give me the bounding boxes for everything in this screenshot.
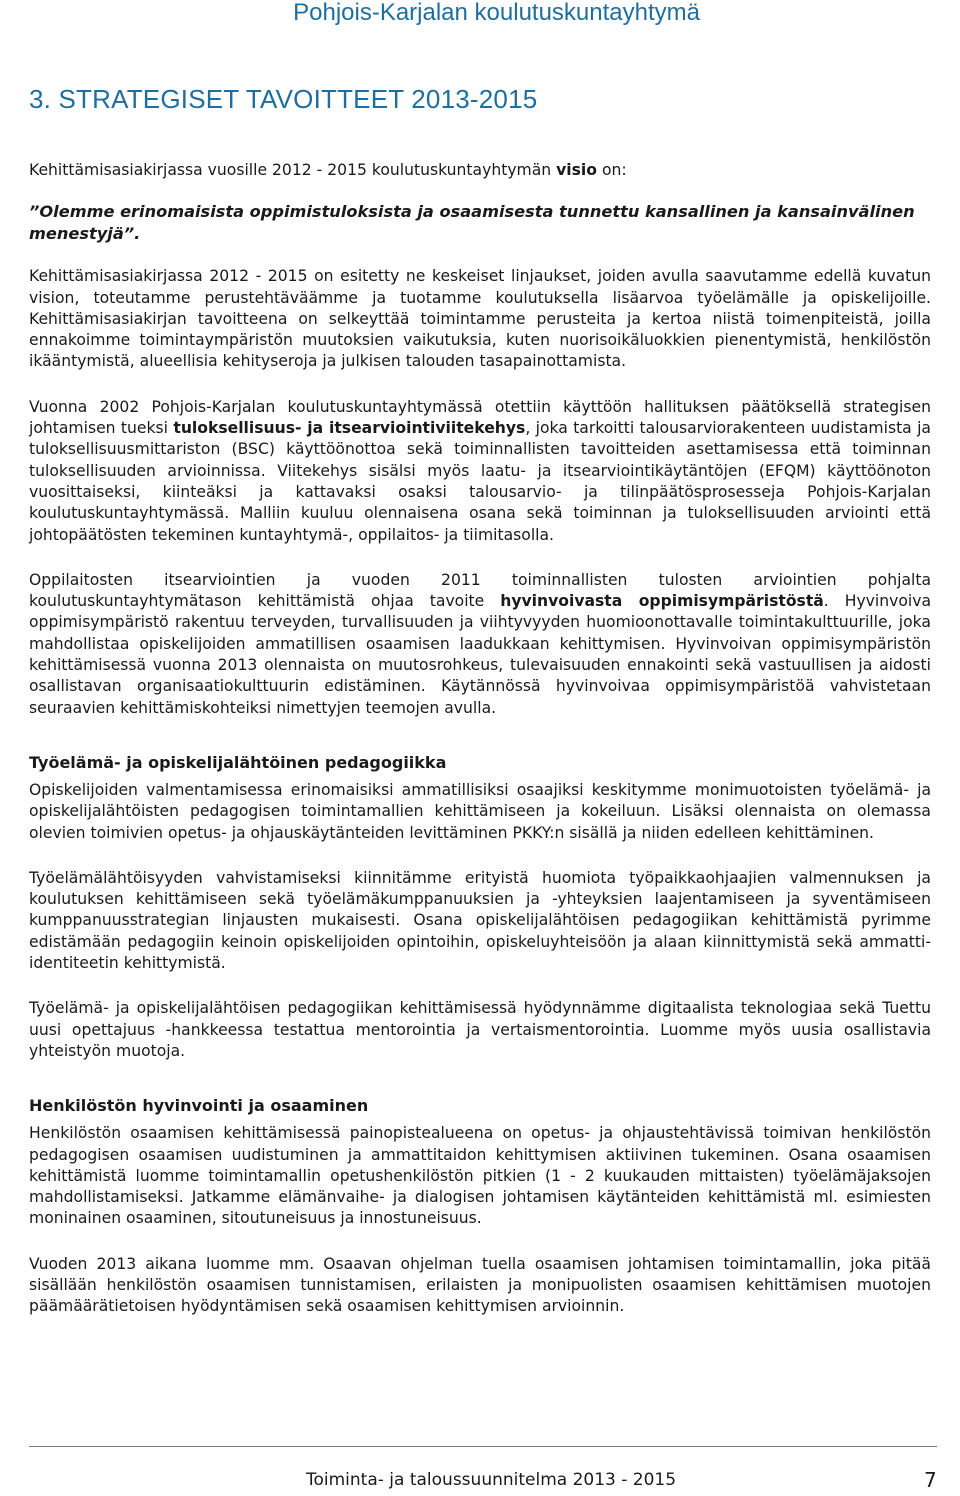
staff-paragraph-1: Henkilöstön osaamisen kehittämisessä painopistealueena on opetus- ja ohjaustehtävissä toimivan henkilöstön pedagogisen osaamisen uudistuminen ja ammattitaidon kehittymisen aktiivinen tukeminen. Osana osaamisen kehittämistä luomme toimintamallin opetushenkilöstön pitkien (1 - 2 kuukauden mittaisten) työelämäjaksojen mahdollistamiseksi. Jatkamme elämänvaihe- ja dialogisen johtamisen käytänteiden kehittämistä ml. esimiesten moninainen osaaminen, sitoutuneisuus ja innostuneisuus.: [29, 1124, 931, 1228]
pedagogy-heading: Työelämä- ja opiskelijalähtöinen pedagogiikka: [29, 752, 447, 772]
history-text-b: , joka tarkoitti talousarviorakenteen uudistamista ja tuloksellisuusmittariston (BSC) käyttöönottoa sekä toiminnallisten tavoitteiden asettamisessa että toiminnan tuloksellisuuden arvioinnissa. Viitekehys sisälsi myös laatu- ja itsearviointikäytäntöjen (EFQM) käyttöönoton vuosittaiseksi, kiinteäksi ja kattavaksi osaksi talousarvio- ja tilinpäätösprosesseja Pohjois-Karjalan koulutuskuntayhtymässä. Malliin kuuluu olennaisena osana sekä toiminnan ja tuloksellisuuden arviointi että johtopäätösten tekeminen kuntayhtymä-, oppilaitos- ja tiimitasolla.: [29, 419, 931, 544]
learning-text-b: . Hyvinvoiva oppimisympäristö rakentuu terveyden, turvallisuuden ja viihtyvyyden huomioonottavalle toimintakulttuurille, joka mahdollistaa opiskelijoiden ammatillisen osaamisen laadukkaan kehittymisen. Hyvinvoivan oppimisympäristön kehittämisessä vuonna 2013 olennaista on muutosrohkeus, tulevaisuuden ennakointi sekä vastuullisen ja aidosti osallistavan organisaatiokulttuurin edistäminen. Käytännössä hyvinvoivaa oppimisympäristöä vahvistetaan seuraavien kehittämiskohteiksi nimettyjen teemojen avulla.: [29, 592, 931, 717]
paragraph-learning-environment: [29, 570, 931, 719]
pedagogy-paragraph-2: Työelämälähtöisyyden vahvistamiseksi kiinnitämme erityistä huomiota työpaikkaohjaajien valmennuksen ja koulutuksen kehittämiseen sekä työelämäkumppanuuksien ja -yhteyksien laajentamiseen ja syventämiseen kumppanuusstrategian linjausten mukaisesti. Osana opiskelijalähtöisen pedagogiikan kehittämistä pyrimme edistämään pedagogiin keinoin opiskelijoiden opintoihin, opiskeluyhteisöön ja alaan kiinnittymistä sekä ammatti-identiteetin kehittymistä.: [29, 868, 931, 973]
pedagogy-paragraph-1: Opiskelijoiden valmentamisessa erinomaisiksi ammatillisiksi osaajiksi keskitymme monimuotoisten työelämä- ja opiskelijalähtöisten pedagogisen toimintamallien kehittämiseen ja kokeiluun. Lisäksi olennaista on olemassa olevien toimivien opetus- ja ohjauskäytänteiden levittäminen PKKY:n sisällä ja niiden edelleen kehittäminen.: [29, 780, 931, 842]
paragraph-strategy: Kehittämisasiakirjassa 2012 - 2015 on esitetty ne keskeiset linjaukset, joiden avulla saavutamme edellä kuvatun vision, toteutamme perustehtäväämme ja tuotamme koulutuksella lisäarvoa työelämälle ja opiskelijoille. Kehittämisasiakirjan tavoitteena on selkeyttää toimintamme perusteita ja kertoa niistä toimenpiteistä, joilla ennakoimme toimintaympäristön muutoksien vaikutuksia, kuten nuorisoikäluokkien pienentymistä, henkilöstön ikääntymistä, alueellisia kehityseroja ja julkisen talouden tasapainottamista.: [29, 267, 931, 371]
document-body: [29, 84, 931, 1318]
staff-heading: Henkilöstön hyvinvointi ja osaaminen: [29, 1096, 369, 1116]
vision-lead-text: Kehittämisasiakirjassa vuosille 2012 - 2015 koulutuskuntayhtymän: [29, 161, 557, 179]
footer-title: Toiminta- ja taloussuunnitelma 2013 - 2015: [306, 1470, 677, 1490]
header-title: Pohjois-Karjalan koulutuskuntayhtymä: [293, 0, 700, 26]
pedagogy-paragraph-3: Työelämä- ja opiskelijalähtöisen pedagogiikan kehittämisessä hyödynnämme digitaalista teknologiaa sekä Tuettu uusi opettajuus -hankkeessa testattua mentorointia ja vertaismentorointia. Luomme myös uusia osallistavia yhteistyön muotoja.: [29, 999, 931, 1060]
learning-bold: hyvinvoivasta oppimisympäristöstä: [500, 592, 824, 611]
vision-lead-bold: visio: [556, 161, 597, 179]
paragraph-history: [29, 397, 931, 546]
section-heading: 3. STRATEGISET TAVOITTEET 2013-2015: [29, 84, 538, 114]
vision-lead-after: on:: [597, 161, 627, 179]
page-number: 7: [924, 1468, 937, 1492]
staff-paragraph-2: Vuoden 2013 aikana luomme mm. Osaavan ohjelman tuella osaamisen johtamisen toimintamallin, joka pitää sisällään henkilöstön osaamisen tunnistamisen, erilaisten ja monipuolisten osaamisen kehittämisen muotojen päämäärätietoisen hyödyntämisen sekä osaamisen kehittymisen arvioinnin.: [29, 1254, 931, 1316]
history-bold: tuloksellisuus- ja itsearviointiviitekehys: [173, 419, 526, 438]
vision-lead: [29, 160, 931, 181]
learning-text-a: Oppilaitosten itsearviointien ja vuoden 2011 toiminnallisten tulosten arviointien pohjalta koulutuskuntayhtymätason kehittämistä ohjaa tavoite: [29, 570, 931, 611]
page-header: [0, 0, 960, 36]
vision-quote: ”Olemme erinomaisista oppimistuloksista ja osaamisesta tunnettu kansallinen ja kansainvälinen menestyjä”.: [29, 202, 915, 243]
history-text-a: Vuonna 2002 Pohjois-Karjalan koulutuskuntayhtymässä otettiin käyttöön hallituksen päätöksellä strategisen johtamisen tueksi: [29, 397, 931, 438]
footer-divider: [29, 1446, 937, 1447]
